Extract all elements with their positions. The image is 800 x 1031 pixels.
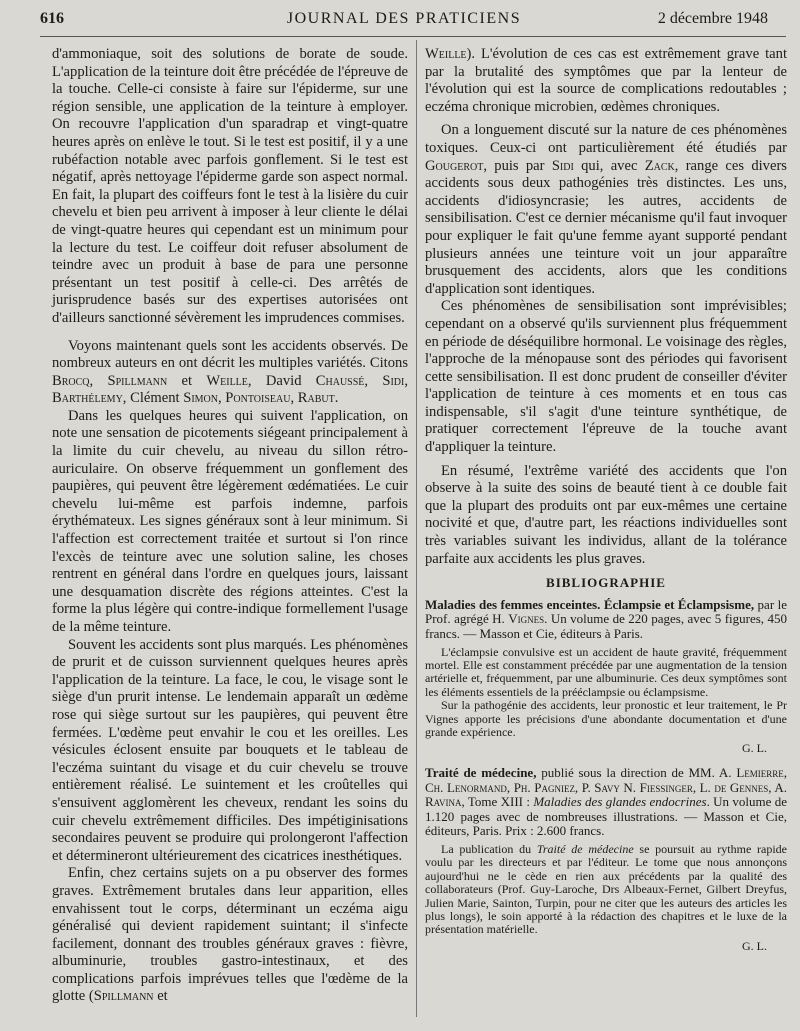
- journal-title: JOURNAL DES PRATICIENS: [286, 10, 522, 27]
- review-text: L'éclampsie convulsive est un accident de haute gravité, fréquemment mortel. Elle est constamment précédée par une augmentation de la tension artérielle et, fréquemment, par une albuminurie. Ces deux symptômes sont les éléments essentiels de la prééclampsie ou éclampsisme.: [425, 644, 787, 699]
- paragraph: Enfin, chez certains sujets on a pu observer des formes graves. Extrêmement brutales dans leur apparition, elles envahissent tout le corps, déterminant un eczéma aigu généralisé qui devient rapidement suintant; il s'infecte facilement, donnant des troubles généraux graves : fièvre, albuminurie, troubles gastro-intestinaux, et des complications parfois imprévues telles que l'œdème de la glotte (Spillmann et: [52, 865, 408, 1005]
- column-divider: [416, 40, 417, 1017]
- paragraph: Dans les quelques heures qui suivent l'application, on note une sensation de picotements siégeant principalement à la limite du cuir chevelu, au niveau du sillon rétro-auriculaire. On observe fréquemment un gonflement des paupières, qui peuvent être légèrement œdématiées. Le cuir chevelu lui-même est parfois indemne, parfois érythémateux. Les signes généraux sont à leur minimum. Si l'affection est correctement traitée et surtout si l'on rince l'excès de teinture avec une solution saline, les choses rentrent en général dans l'ordre en quelques jours, laissant une desquamation discrète des régions atteintes. C'est la forme la plus légère qui contre-indique formellement l'usage de la même teinture.: [52, 407, 408, 635]
- review-text: La publication du Traité de médecine se poursuit au rythme rapide voulu par les directeurs et par l'éditeur. Le tome que nous annonçons aujourd'hui ne le cède en rien aux précédents par la qualité des collaborateurs (Prof. Guy-Laroche, Drs Albeaux-Fernet, Gilbert Dreyfus, Julien Marie, Sainton, Turpin, pour ne citer que les auteurs des articles les plus longs), le soin apporté à la rédaction des chapitres et le luxe de la présentation matérielle.: [425, 842, 787, 937]
- reviewer-signature: G. L.: [742, 741, 767, 756]
- left-column: [52, 46, 408, 1006]
- issue-date: 2 décembre 1948: [657, 10, 768, 27]
- bibliography-title: BIBLIOGRAPHIE: [546, 575, 666, 591]
- reviewer-signature: G. L.: [742, 938, 767, 953]
- paragraph: Ces phénomènes de sensibilisation sont imprévisibles; cependant on a observé qu'ils surviennent plus fréquemment en période de déséquilibre hormonal. Le voisinage des règles, l'approche de la ménopause sont des périodes qui favorisent cette sensibilisation. Il est donc prudent de conseiller d'éviter l'application de teinture à ces moments et en tous cas indispensable, s'il s'agit d'une teinture synthétique, de pratiquer correctement l'épreuve de la touche avant d'appliquer la teinture.: [425, 298, 787, 456]
- bibliography-entry: Traité de médecine, publié sous la direction de MM. A. Lemierre, Ch. Lenormand, Ph. Pagniez, P. Savy N. Fiessinger, L. de Gennes, A. Ravina, Tome XIII : Maladies des glandes endocrines. Un volume de 1.120 pages avec de nombreuses illustrations. — Masson et Cie, éditeurs, Paris. Prix : 2.600 francs.: [425, 765, 788, 839]
- paragraph: Weille). L'évolution de ces cas est extrêmement grave tant par la brutalité des symptômes que par la lenteur de l'évolution qui est la source de complications redoutables ; eczéma chronique microbien, œdèmes chroniques.: [425, 46, 787, 115]
- paragraph: d'ammoniaque, soit des solutions de borate de soude. L'application de la teinture doit être précédée de l'épreuve de la touche. Celle-ci consiste à faire sur l'épiderme, sur une région sensible, une application de la teinture à employer. On recouvre l'application d'un sparadrap et vingt-quatre heures après on enlève le tout. Si le test est positif, il y a une rubéfaction notable avec parfois gonflement. Si le test est négatif, après nettoyage l'épiderme garde son aspect normal. En fait, la plupart des coiffeurs font le test à la lisière du cuir chevelu et bien peu arrivent à imposer à leur cliente le délai de vingt-quatre heures qui cependant est un minimum pour la lecture du test. Le coiffeur doit refuser absolument de teindre avec un produit à base de para une personne présentant un test positif à celle-ci. Des arrêtés de jurisprudence basés sur des expertises autorisées ont d'ailleurs sanctionné sévèrement les imprudences commises.: [52, 46, 408, 326]
- paragraph: Souvent les accidents sont plus marqués. Les phénomènes de prurit et de cuisson surviennent quelques heures après l'application de la teinture. La face, le cou, le visage sont le siège d'un prurit intense. Le lendemain apparaît un œdème rose qui siège surtout sur les paupières, qui peuvent être fermées. L'œdème peut envahir le cou et les oreilles. Les vésicules éclosent ensuite par bouquets et le tableau de l'eczéma suintant du visage et du cuir chevelu se trouve entièrement réalisé. Le suintement et les croûtelles qui s'ensuivent agglomèrent les cheveux, rendant les soins du cuir chevelu extrêmement difficiles. Des impétiginisations secondaires peuvent se produire qui prolongeront l'affection et détermineront ultérieurement des cicatrices inesthétiques.: [52, 636, 408, 864]
- page-header: [40, 10, 768, 32]
- paragraph: En résumé, l'extrême variété des accidents que l'on observe à la suite des soins de beauté tient à ce double fait que la plupart des produits ont par eux-mêmes une certaine nocivité et que, d'autre part, les réactions individuelles sont très variables suivant les individus, allant de la tolérance parfaite aux accidents les plus graves.: [425, 462, 787, 567]
- review-text: Sur la pathogénie des accidents, leur pronostic et leur traitement, le Pr Vignes apporte les précisions d'une abondante documentation et d'une grande expérience.: [425, 698, 787, 740]
- bibliography-entry: Maladies des femmes enceintes. Éclampsie et Éclampsisme, par le Prof. agrégé H. Vignes. Un volume de 220 pages, avec 5 figures, 450 francs. — Masson et Cie, éditeurs à Paris.: [425, 596, 787, 641]
- paragraph: Voyons maintenant quels sont les accidents observés. De nombreux auteurs en ont décrit les multiples variétés. Citons Brocq, Spillmann et Weille, David Chaussé, Sidi, Barthélemy, Clément Simon, Pontoiseau, Rabut.: [52, 337, 409, 407]
- right-column: [425, 46, 787, 963]
- page-number: 616: [40, 10, 64, 27]
- paragraph: On a longuement discuté sur la nature de ces phénomènes toxiques. Ceux-ci ont particulièrement été étudiés par Gougerot, puis par Sidi qui, avec Zack, range ces divers accidents sous deux pathogénies très distinctes. Les uns, accidents d'idiosyncrasie; les autres, accidents de sensibilisation. C'est ce dernier mécanisme qu'il faut invoquer pour expliquer le fait qu'une femme ayant supporté pendant plusieurs années une teinture voit un jour apparaître brusquement des accidents, alors que les conditions d'application sont identiques.: [425, 122, 787, 297]
- header-rule: [40, 36, 786, 37]
